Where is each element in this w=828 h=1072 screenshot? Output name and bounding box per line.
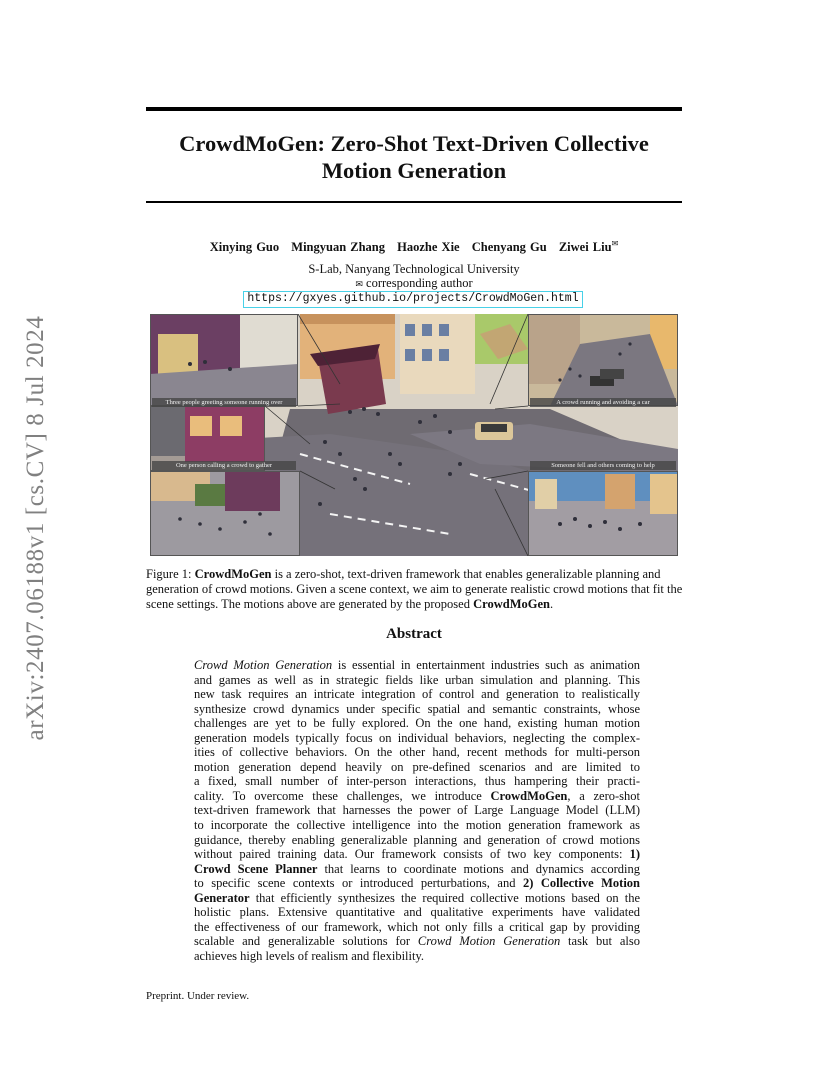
abstract-line: scalable and generalizable solutions for Crowd Motion Generation task but also [194, 934, 640, 949]
abstract-line: ities of collective behaviors. On the other hand, recent methods for multi-person [194, 745, 640, 760]
abstract-line: to incorporate the collective intelligence into the motion generation framework as [194, 818, 640, 833]
abstract-line: the effectiveness of our framework, which not only fills a critical gap by providing [194, 919, 640, 934]
abstract-line: Crowd Motion Generation is essential in entertainment industries such as animation [194, 658, 640, 672]
scene-caption-bottom-right: Someone fell and others coming to help [530, 461, 676, 470]
abstract-line: guidance, thereby enabling generalizable planning and generation of crowd motions [194, 832, 640, 847]
envelope-icon: ✉ [611, 239, 619, 248]
crowd-scene-render [150, 314, 678, 556]
corresponding-author-note: ✉ corresponding author [355, 276, 473, 290]
abstract-line: and games as well as in strategic fields like urban simulation and planning. This [194, 672, 640, 687]
abstract-line: holistic plans. Extensive quantitative and qualitative experiments have validated [194, 905, 640, 920]
abstract-line: Crowd Scene Planner that learns to coordinate motions and dynamics according [194, 861, 640, 876]
abstract-line: challenges are yet to be fully explored. On the one hand, existing human motion [194, 716, 640, 731]
abstract-line: to specific scene contexts or introduced perturbations, and 2) Collective Motion [194, 876, 640, 891]
footer-note: Preprint. Under review. [146, 990, 250, 1002]
abstract-line: achieves high levels of realism and flexibility. [194, 948, 425, 963]
abstract-line: a fixed, small number of inter-person interactions, thus hampering their practi- [194, 774, 640, 789]
abstract-line: synthesize crowd dynamics under specific spatial and semantic constraints, whose [194, 701, 640, 716]
abstract-line: Generator that efficiently synthesizes the required collective motions based on the [194, 890, 640, 905]
author-list [146, 239, 682, 255]
author: Xinying Guo [209, 240, 280, 255]
paper-title: CrowdMoGen: Zero-Shot Text-Driven Collective Motion Generation [179, 131, 649, 183]
title-rule-bottom [146, 201, 682, 203]
teaser-figure [150, 314, 678, 556]
envelope-icon: ✉ [355, 279, 363, 289]
project-url-link[interactable]: https://gxyes.github.io/projects/CrowdMoGen.html [243, 291, 583, 308]
author: Mingyuan Zhang [291, 240, 386, 255]
abstract-line: cality. To overcome these challenges, we introduce CrowdMoGen, a zero-shot [194, 788, 640, 803]
abstract-line: generation models typically focus on individual behaviors, neglecting the complex- [194, 730, 640, 745]
scene-caption-top-left: Three people greeting someone running over [152, 398, 296, 407]
abstract-line: text-driven framework that harnesses the power of Large Language Model (LLM) [194, 803, 640, 818]
abstract-line: without paired training data. Our framework consists of two key components: 1) [194, 847, 640, 862]
abstract-line: motion generation depend heavily on pre-defined scenarios and are limited to [194, 759, 640, 774]
author: Ziwei Liu✉ [558, 239, 619, 255]
abstract-heading: Abstract [386, 626, 442, 642]
abstract-body [194, 658, 640, 963]
scene-caption-top-right: A crowd running and avoiding a car [530, 398, 676, 407]
figure-caption: Figure 1: CrowdMoGen is a zero-shot, text-driven framework that enables generalizable planning and generation of crowd motions. Given a scene context, we aim to generate realistic crowd motions that fit the scene settings. The motions above are generated by the proposed CrowdMoGen. [146, 567, 683, 611]
author: Chenyang Gu [471, 240, 547, 255]
author: Haozhe Xie [397, 240, 460, 255]
scene-caption-bottom-left: One person calling a crowd to gather [152, 461, 296, 470]
abstract-line: new task requires an intricate integration of control and generation to realistically [194, 687, 640, 702]
title-rule-top [146, 107, 682, 111]
affiliation: S-Lab, Nanyang Technological University [308, 262, 520, 276]
